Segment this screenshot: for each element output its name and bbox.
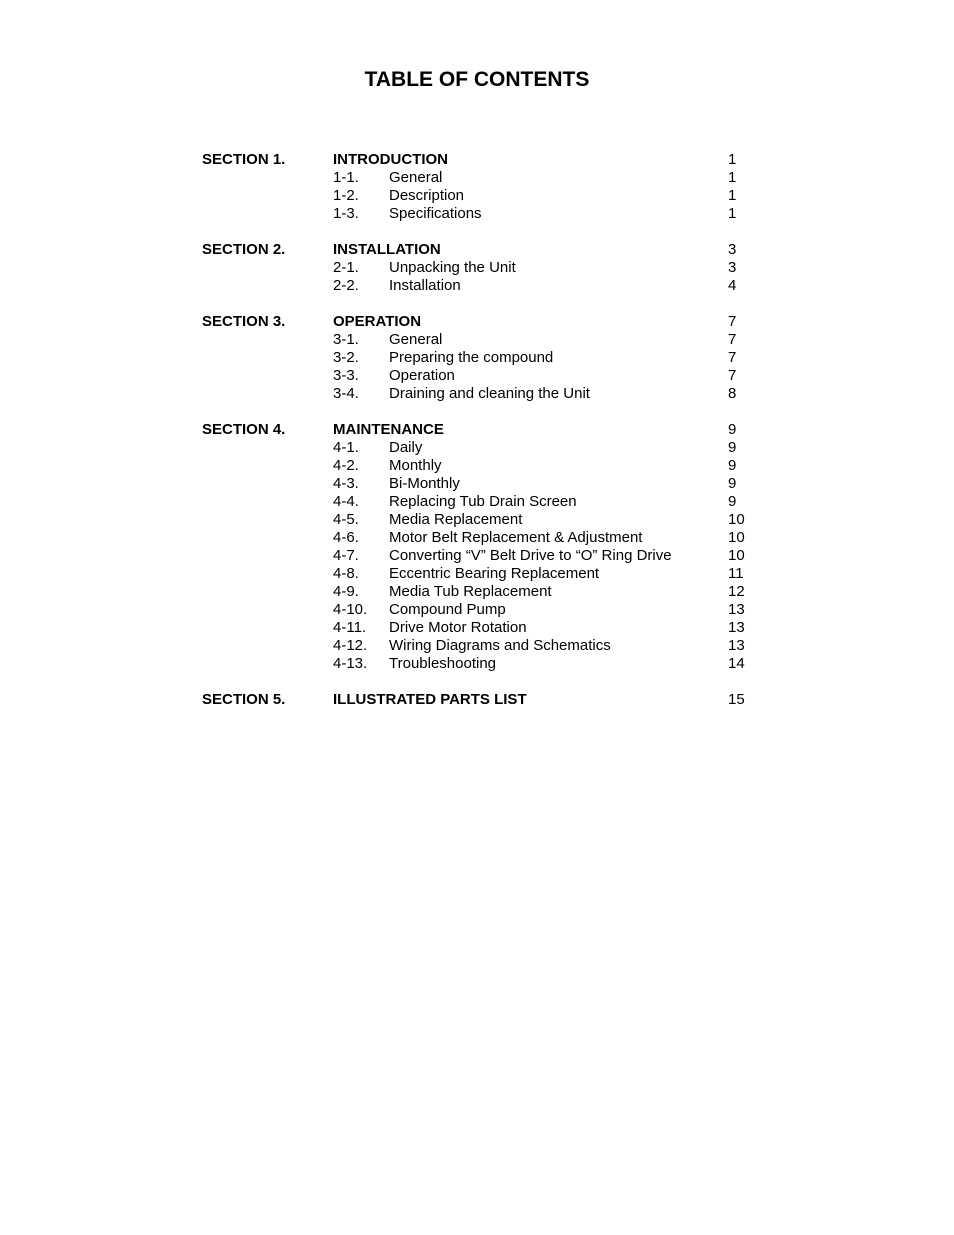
entry-title: Unpacking the Unit [389,259,516,276]
entry-page-number: 7 [728,331,737,348]
entry-number: 1-2. [333,187,359,204]
entry-title: Description [389,187,465,204]
section-title: INTRODUCTION [333,151,448,168]
entry-title: Media Replacement [389,511,523,528]
toc-section [0,241,954,295]
entry-title: Eccentric Bearing Replacement [389,565,600,582]
section-heading-row [0,313,954,331]
section-page-number: 7 [728,313,737,330]
entry-title: Media Tub Replacement [389,583,552,600]
entry-page-number: 10 [728,529,745,546]
toc-entry [0,547,954,565]
entry-title: General [389,331,443,348]
entry-page-number: 13 [728,637,745,654]
entry-number: 4-8. [333,565,359,582]
entry-number: 4-4. [333,493,359,510]
section-title: INSTALLATION [333,241,441,258]
toc-section [0,151,954,223]
toc-section [0,313,954,403]
entry-title: Bi-Monthly [389,475,460,492]
toc-entry [0,277,954,295]
section-label: SECTION 1. [202,151,286,168]
toc-entry [0,331,954,349]
entry-number: 4-13. [333,655,368,672]
entry-number: 4-11. [333,619,367,636]
entry-page-number: 9 [728,457,737,474]
entry-page-number: 11 [728,565,744,582]
entry-number: 4-2. [333,457,359,474]
entry-title: Replacing Tub Drain Screen [389,493,577,510]
entry-page-number: 8 [728,385,737,402]
section-title: OPERATION [333,313,422,330]
entry-title: General [389,169,443,186]
toc-section [0,691,954,709]
page-title: TABLE OF CONTENTS [364,68,590,91]
toc-entry [0,367,954,385]
entry-title: Operation [389,367,455,384]
toc-entry [0,385,954,403]
section-label: SECTION 5. [202,691,286,708]
entry-page-number: 1 [728,187,737,204]
entry-title: Installation [389,277,461,294]
entry-title: Daily [389,439,423,456]
entry-number: 4-5. [333,511,359,528]
entry-title: Monthly [389,457,442,474]
entry-number: 4-9. [333,583,359,600]
section-heading-row [0,151,954,169]
toc-entry [0,583,954,601]
entry-number: 4-1. [333,439,359,456]
entry-title: Converting “V” Belt Drive to “O” Ring Drive [389,547,672,564]
section-label: SECTION 2. [202,241,286,258]
entry-number: 4-7. [333,547,359,564]
entry-page-number: 9 [728,475,737,492]
toc-entry [0,169,954,187]
section-page-number: 1 [728,151,737,168]
section-title: ILLUSTRATED PARTS LIST [333,691,527,708]
toc-entry [0,655,954,673]
entry-title: Preparing the compound [389,349,554,366]
section-page-number: 3 [728,241,737,258]
toc-entry [0,439,954,457]
entry-page-number: 3 [728,259,737,276]
entry-page-number: 10 [728,511,745,528]
entry-number: 1-1. [333,169,359,186]
table-of-contents [0,151,954,727]
toc-entry [0,259,954,277]
section-heading-row [0,241,954,259]
entry-number: 2-1. [333,259,359,276]
entry-page-number: 1 [728,169,737,186]
toc-entry [0,529,954,547]
toc-entry [0,511,954,529]
toc-entry [0,457,954,475]
section-label: SECTION 3. [202,313,286,330]
section-page-number: 9 [728,421,737,438]
entry-number: 2-2. [333,277,359,294]
entry-title: Drive Motor Rotation [389,619,527,636]
entry-page-number: 12 [728,583,745,600]
entry-page-number: 13 [728,619,745,636]
section-page-number: 15 [728,691,745,708]
entry-page-number: 7 [728,349,737,366]
entry-number: 3-1. [333,331,359,348]
entry-page-number: 7 [728,367,737,384]
entry-title: Motor Belt Replacement & Adjustment [389,529,643,546]
entry-page-number: 14 [728,655,745,672]
entry-title: Compound Pump [389,601,506,618]
entry-number: 1-3. [333,205,359,222]
entry-page-number: 4 [728,277,737,294]
entry-page-number: 9 [728,493,737,510]
entry-page-number: 9 [728,439,737,456]
entry-number: 3-2. [333,349,359,366]
entry-title: Wiring Diagrams and Schematics [389,637,611,654]
toc-entry [0,493,954,511]
toc-entry [0,565,954,583]
entry-number: 4-10. [333,601,368,618]
toc-entry [0,349,954,367]
toc-entry [0,205,954,223]
entry-number: 4-3. [333,475,359,492]
entry-page-number: 1 [728,205,737,222]
section-title: MAINTENANCE [333,421,444,438]
entry-page-number: 10 [728,547,745,564]
toc-entry [0,619,954,637]
section-heading-row [0,691,954,709]
toc-entry [0,637,954,655]
entry-number: 3-4. [333,385,359,402]
section-heading-row [0,421,954,439]
entry-title: Troubleshooting [389,655,497,672]
entry-title: Draining and cleaning the Unit [389,385,590,402]
toc-section [0,421,954,673]
entry-number: 4-6. [333,529,359,546]
toc-entry [0,187,954,205]
entry-title: Specifications [389,205,482,222]
entry-number: 3-3. [333,367,359,384]
section-label: SECTION 4. [202,421,286,438]
toc-entry [0,475,954,493]
entry-page-number: 13 [728,601,745,618]
toc-entry [0,601,954,619]
entry-number: 4-12. [333,637,368,654]
